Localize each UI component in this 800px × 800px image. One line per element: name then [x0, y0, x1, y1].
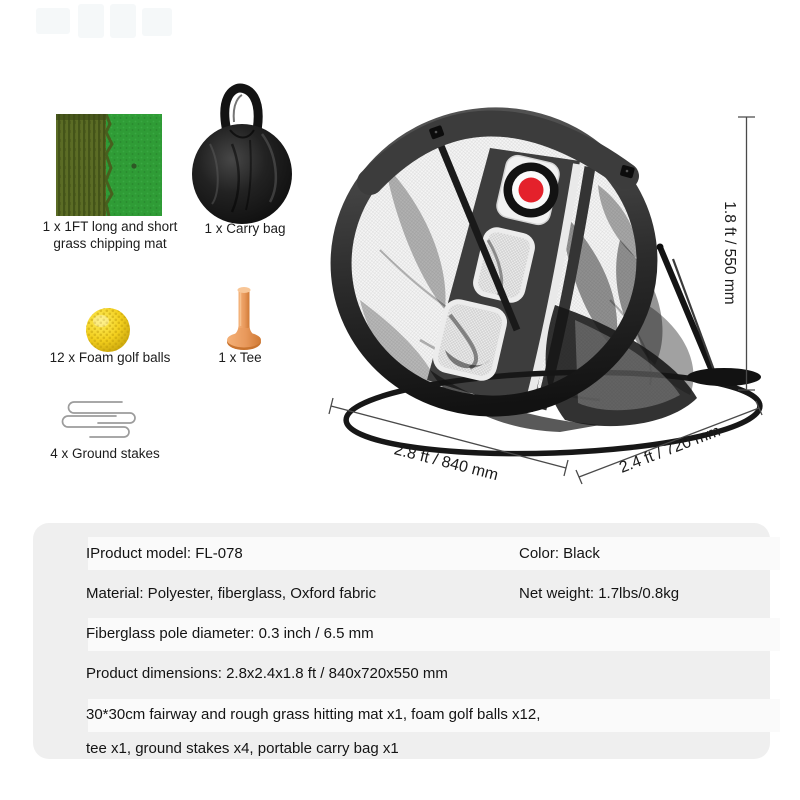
- tee-caption: 1 x Tee: [218, 350, 262, 365]
- ground-stakes-caption: 4 x Ground stakes: [50, 446, 160, 461]
- spec-package-contents-line1: 30*30cm fairway and rough grass hitting mat x1, foam golf balls x12,: [86, 706, 541, 723]
- pocket-opening-bottom: [433, 299, 507, 381]
- carry-bag-caption: 1 x Carry bag: [204, 221, 286, 236]
- spec-pole-diameter: Fiberglass pole diameter: 0.3 inch / 6.5 mm: [86, 625, 374, 642]
- spec-color: Color: Black: [519, 545, 600, 562]
- spec-model: IProduct model: FL-078: [86, 545, 243, 562]
- chipping-mat-caption-line1: 1 x 1FT long and short: [42, 219, 178, 234]
- depth-dimension-label: 2.4 ft / 720 mm: [617, 422, 723, 477]
- spec-material: Material: Polyester, fiberglass, Oxford fabric: [86, 585, 377, 602]
- height-dimension-label: 1.8 ft / 550 mm: [720, 201, 738, 305]
- height-dimension-line: [738, 117, 755, 390]
- pole-foot-pad: [687, 368, 761, 386]
- spec-net-weight: Net weight: 1.7lbs/0.8kg: [519, 585, 680, 602]
- foam-balls-caption: 12 x Foam golf balls: [49, 350, 171, 365]
- spec-package-contents-line2: tee x1, ground stakes x4, portable carry bag x1: [86, 740, 399, 757]
- width-dimension-label: 2.8 ft / 840 mm: [392, 441, 500, 485]
- bullseye-red-center: [519, 178, 544, 203]
- chipping-mat-caption-line2: grass chipping mat: [53, 235, 167, 251]
- spec-product-dimensions: Product dimensions: 2.8x2.4x1.8 ft / 840x720x550 mm: [86, 665, 448, 682]
